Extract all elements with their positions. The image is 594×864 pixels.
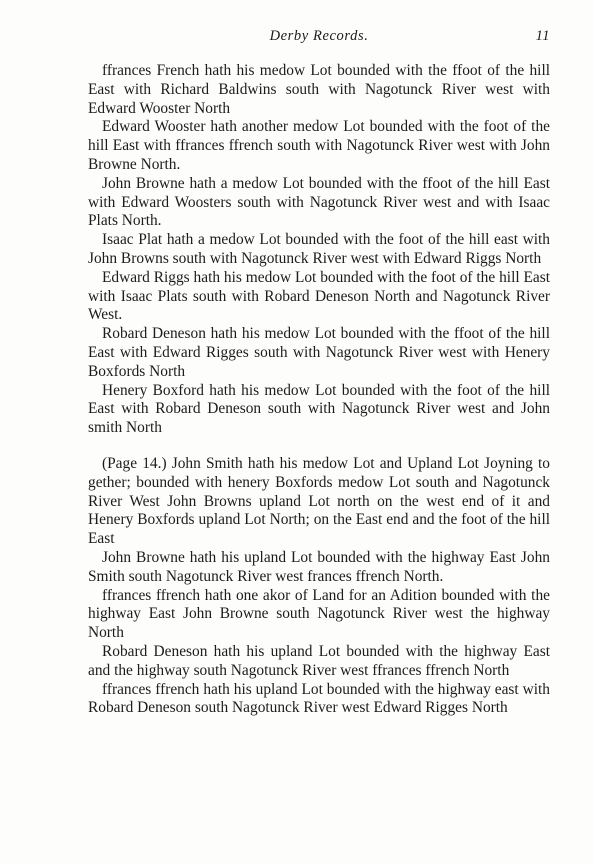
paragraph-edward-wooster-medow: Edward Wooster hath another medow Lot bounded with the foot of the hill East with ffrances ffrench south with Nagotunck River west with John Browne North.: [88, 118, 550, 173]
paragraph-john-browne-upland: John Browne hath his upland Lot bounded with the highway East John Smith south Nagotunck River west frances ffrench North.: [88, 548, 550, 585]
paragraph-edward-riggs-medow: Edward Riggs hath his medow Lot bounded with the foot of the hill East with Isaac Plats south with Robard Deneson North and Nagotunck River West.: [88, 268, 550, 324]
running-head: Derby Records.: [269, 28, 369, 44]
paragraph-john-browne-medow: John Browne hath a medow Lot bounded with the ffoot of the hill East with Edward Woosters south with Nagotunck River west and with Isaac Plats North.: [88, 174, 550, 230]
paragraph-robard-deneson-medow: Robard Deneson hath his medow Lot bounded with the ffoot of the hill East with Edward Rigges south with Nagotunck River west with Henery Boxfords North: [88, 325, 550, 380]
paragraph-ffrances-ffrench-upland: ffrances ffrench hath his upland Lot bounded with the highway east with Robard Deneson south Nagotunck River west Edward Rigges North: [88, 680, 550, 717]
paragraph-isaac-plat-medow: Isaac Plat hath a medow Lot bounded with the foot of the hill east with John Browns south with Nagotunck River west with Edward Riggs North: [88, 231, 550, 267]
paragraph-ffrances-french-medow: ffrances French hath his medow Lot bounded with the ffoot of the hill East with Richard Baldwins south with Nagotunck River west with Edward Wooster North: [88, 62, 550, 117]
page-header: [88, 28, 550, 48]
paragraph-john-smith-medow-upland: (Page 14.) John Smith hath his medow Lot and Upland Lot Joyning to gether; bounded with henery Boxfords medow Lot south and Nagotunck River West John Browns upland Lot north on the west end of it and Henery Boxfords upland Lot North; on the East end and the foot of the hill East: [88, 454, 550, 548]
paragraph-ffrances-ffrench-adition: ffrances ffrench hath one akor of Land for an Adition bounded with the highway East John Browne south Nagotunck River west the highway North: [88, 586, 550, 642]
paragraph-henery-boxford-medow: Henery Boxford hath his medow Lot bounded with the foot of the hill East with Robard Deneson south with Nagotunck River west and John smith North: [88, 381, 550, 437]
page-body: [88, 62, 550, 718]
paragraph-robard-deneson-upland: Robard Deneson hath his upland Lot bounded with the highway East and the highway south Nagotunck River west ffrances ffrench North: [88, 642, 550, 679]
page-number: 11: [535, 28, 550, 44]
